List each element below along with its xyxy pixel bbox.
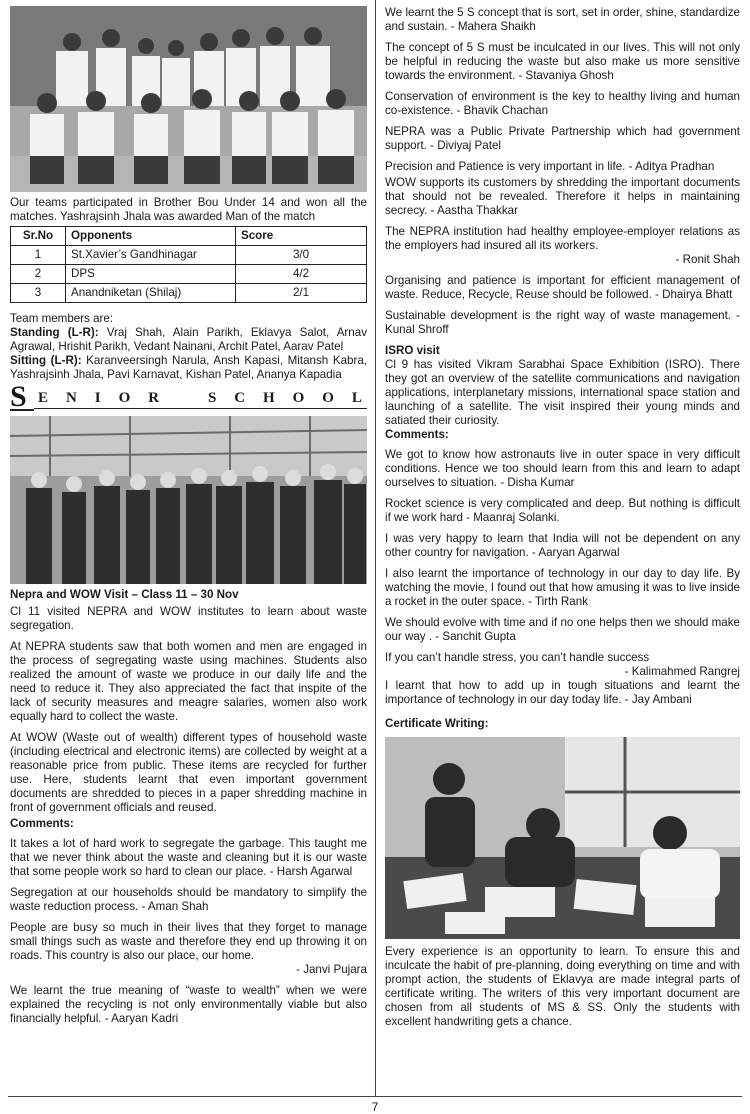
comment: We got to know how astronauts live in outer space in very difficult conditions. Hence we too should learn from this and learn to adapt ourselves to situation. - Disha Kumar bbox=[385, 448, 740, 489]
standing-label: Standing (L-R): bbox=[10, 326, 99, 339]
cell-opponent: Anandniketan (Shilaj) bbox=[66, 284, 236, 303]
banner-letter: O bbox=[292, 389, 306, 406]
isro-paragraph: Cl 9 has visited Vikram Sarabhai Space Exhibition (ISRO). There they got an overview of the satellite communications and navigation applications, interplanetary missions, international space station and launching of a satellite. The visit inspired their young minds and satiated their curiosity. bbox=[385, 358, 740, 427]
cell-score: 3/0 bbox=[236, 246, 367, 265]
column-divider bbox=[375, 0, 376, 1096]
comment: I was very happy to learn that India will not be dependent on any other country for navigation. - Aaryan Agarwal bbox=[385, 532, 740, 559]
comment: Organising and patience is important for efficient management of waste. Reduce, Recycle, Reuse should be followed. - Dhairya Bhatt bbox=[385, 274, 740, 301]
comment: Conservation of environment is the key to healthy living and human co-existence. - Bhavik Chachan bbox=[385, 90, 740, 117]
certificate-paragraph: Every experience is an opportunity to learn. To ensure this and inculcate the habit of pre-planning, doing everything on time and with prompt action, the students of Eklavya are made integral parts of certificate writing. The writers of this very important document are chosen from all students of MS & SS. Only the students with excellent handwriting gets a chance. bbox=[385, 945, 740, 1028]
senior-school-banner bbox=[10, 380, 367, 413]
nepra-intro: Cl 11 visited NEPRA and WOW institutes to learn about waste segregation. bbox=[10, 605, 367, 632]
footer-rule bbox=[8, 1096, 742, 1097]
table-row bbox=[11, 265, 367, 284]
comments-heading: Comments: bbox=[385, 428, 449, 441]
banner-letter: H bbox=[263, 389, 276, 406]
comment: I learnt that how to add up in tough situations and learnt the importance of technology in our day today life. - Jay Ambani bbox=[385, 679, 740, 706]
comment: The NEPRA institution had healthy employee-employer relations as the employers had insured all its workers. bbox=[385, 225, 740, 252]
cell-srno: 2 bbox=[11, 265, 66, 284]
comment: If you can’t handle stress, you can’t handle success bbox=[385, 651, 650, 664]
header-score: Score bbox=[236, 227, 367, 246]
comment: We learnt the true meaning of “waste to wealth” when we were explained the recycling is not only environmentally viable but also financially helpful. - Aaryan Kadri bbox=[10, 984, 367, 1025]
cell-score: 2/1 bbox=[236, 284, 367, 303]
banner-letter: I bbox=[94, 389, 102, 406]
comment: NEPRA was a Public Private Partnership which had government support. - Diviyaj Patel bbox=[385, 125, 740, 152]
comment: Segregation at our households should be mandatory to simplify the waste reduction process. - Aman Shah bbox=[10, 886, 367, 913]
table-row bbox=[11, 246, 367, 265]
comment: The concept of 5 S must be inculcated in our lives. This will not only be helpful in reducing the waste but also make us more sensitive towards the environment. - Stavaniya Ghosh bbox=[385, 41, 740, 82]
header-opponents: Opponents bbox=[66, 227, 236, 246]
certificate-writing-photo bbox=[385, 737, 740, 939]
cell-opponent: St.Xavier’s Gandhinagar bbox=[66, 246, 236, 265]
left-column bbox=[10, 6, 367, 1033]
banner-letter: N bbox=[65, 389, 78, 406]
comment: We should evolve with time and if no one helps then we should make our way . - Sanchit Gupta bbox=[385, 616, 740, 643]
comment: WOW supports its customers by shredding the important documents that should not be revealed. Therefore it helps in maintaining secrecy. - Aastha Thakkar bbox=[385, 176, 740, 217]
banner-letter: O bbox=[118, 389, 132, 406]
wow-paragraph: At WOW (Waste out of wealth) different types of household waste (including electrical and electronic items) are collected by weight at a reasonable price from public. These items are recycled for further use. Here, students learnt that even important government documents are shredded to pieces in a paper shredding machine in front of government officials and reused. bbox=[10, 731, 367, 814]
sitting-members bbox=[10, 354, 367, 382]
table-row bbox=[11, 284, 367, 303]
banner-letter: E bbox=[38, 389, 50, 406]
cell-srno: 1 bbox=[11, 246, 66, 265]
banner-word bbox=[34, 388, 367, 409]
standing-names: Vraj Shah, Alain Parikh, Eklavya Salot, Arnav Agrawal, Hrishit Parikh, Vedant Nainani, Archit Patel, Aarav Patel bbox=[10, 326, 367, 353]
banner-letter: C bbox=[234, 389, 247, 406]
nepra-title: Nepra and WOW Visit – Class 11 – 30 Nov bbox=[10, 588, 239, 601]
comment: Rocket science is very complicated and deep. But nothing is difficult if we work hard - Maanraj Solanki. bbox=[385, 497, 740, 524]
comment: People are busy so much in their lives that they forget to manage small things such as waste and therefore they end up throwing it on roads. This country is also our place, our home. bbox=[10, 921, 367, 962]
match-results-table bbox=[10, 226, 367, 303]
right-column bbox=[385, 6, 740, 1036]
banner-letter: L bbox=[351, 389, 363, 406]
cell-opponent: DPS bbox=[66, 265, 236, 284]
header-srno: Sr.No bbox=[11, 227, 66, 246]
sitting-names: Karanveersingh Narula, Ansh Kapasi, Mitansh Kabra, Yashrajsinh Jhala, Pavi Karnavat, Kishan Patel, Ananya Kapadia bbox=[10, 354, 367, 381]
comment-author: - Ronit Shah bbox=[675, 253, 740, 266]
comment: Sustainable development is the right way of waste management. - Kunal Shroff bbox=[385, 309, 740, 336]
comments-heading: Comments: bbox=[10, 817, 74, 830]
banner-letter: S bbox=[207, 389, 218, 406]
comment: Precision and Patience is very important in life. - Aditya Pradhan bbox=[385, 160, 715, 173]
football-team-photo bbox=[10, 6, 367, 192]
comment: We learnt the 5 S concept that is sort, set in order, shine, standardize and sustain. - Mahera Shaikh bbox=[385, 6, 740, 33]
comment-author: - Kalimahmed Rangrej bbox=[624, 665, 740, 678]
banner-initial: S bbox=[10, 385, 34, 411]
nepra-group-photo bbox=[10, 416, 367, 584]
comment-author: - Janvi Pujara bbox=[296, 963, 367, 976]
banner-letter: R bbox=[148, 389, 161, 406]
sitting-label: Sitting (L-R): bbox=[10, 354, 82, 367]
nepra-paragraph: At NEPRA students saw that both women and men are engaged in the process of segregating waste using machines. Students also realized the amount of waste we produce in our daily life and the need to reduce it. They also appreciated the fact that inspite of the lack of security measures and meagre salaries, women also work equally hard to collect the waste. bbox=[10, 640, 367, 723]
team-caption: Our teams participated in Brother Bou Under 14 and won all the matches. Yashrajsinh Jhala was awarded Man of the match bbox=[10, 196, 367, 223]
comment: It takes a lot of hard work to segregate the garbage. This taught me that we never think about the waste and cleaning but it is our waste that some people work so hard to clean our place. - Harsh Agarwal bbox=[10, 837, 367, 878]
isro-heading: ISRO visit bbox=[385, 344, 440, 357]
page-number: 7 bbox=[371, 1100, 379, 1114]
members-intro: Team members are: bbox=[10, 312, 114, 325]
comment: I also learnt the importance of technology in our day to day life. By watching the movie, I found out that how amusing it was to live inside a rocket in the outer space. - Tirth Rank bbox=[385, 567, 740, 608]
standing-members bbox=[10, 326, 367, 354]
certificate-heading: Certificate Writing: bbox=[385, 717, 489, 730]
banner-letter: O bbox=[322, 389, 335, 406]
cell-score: 4/2 bbox=[236, 265, 367, 284]
cell-srno: 3 bbox=[11, 284, 66, 303]
